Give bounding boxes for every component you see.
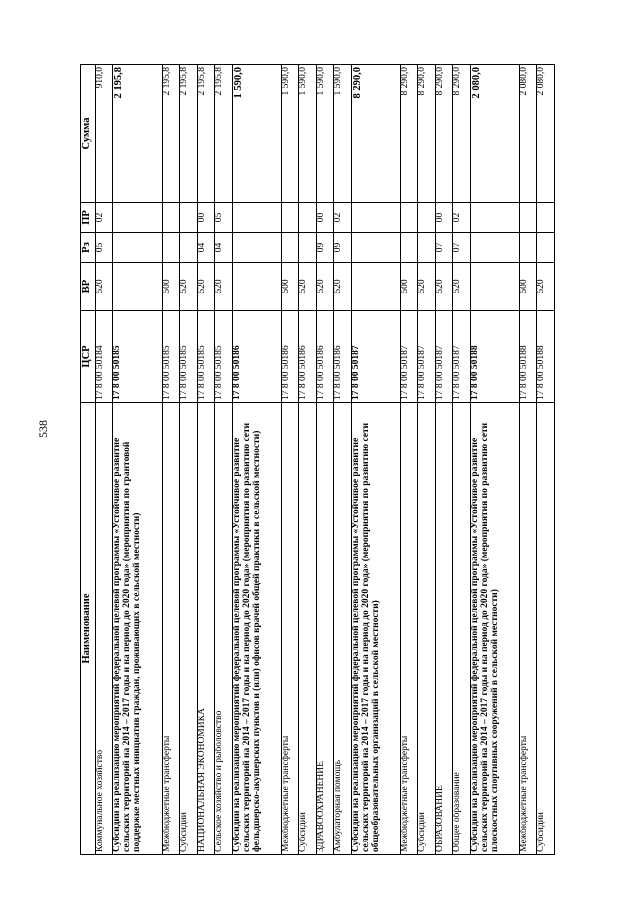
cell-pr [537, 203, 555, 233]
column-header-csr: ЦСР [81, 311, 96, 403]
cell-name: Субсидии на реализацию мероприятий федеральной целевой программы «Устойчивое развитие сельских территорий на 2014 – 2017 годы и на период до 2020 года» (мероприятия по развитию сети общеобразовательных организаций в сельской местности) [351, 403, 400, 855]
table-row [351, 65, 400, 855]
cell-rz [400, 233, 417, 263]
cell-csr: 17 8 00 50185 [215, 311, 232, 403]
cell-rz [519, 233, 536, 263]
cell-pr [232, 203, 281, 233]
cell-rz [281, 233, 298, 263]
table-row [418, 65, 435, 855]
cell-rz [537, 233, 555, 263]
cell-name: Субсидии на реализацию мероприятий федеральной целевой программы «Устойчивое развитие сельских территорий на 2014 – 2017 годы и на период до 2020 года» (мероприятия по грантовой поддержке местных инициатив граждан, проживающих в сельской местности) [113, 403, 162, 855]
cell-rz [418, 233, 435, 263]
cell-vr [351, 263, 400, 311]
cell-pr [519, 203, 536, 233]
column-header-vr: ВР [81, 263, 96, 311]
cell-name: Субсидии [299, 403, 316, 855]
cell-vr [232, 263, 281, 311]
cell-pr [299, 203, 316, 233]
cell-csr: 17 8 00 50186 [281, 311, 298, 403]
table-row [453, 65, 470, 855]
cell-name: ЗДРАВООХРАНЕНИЕ [316, 403, 333, 855]
cell-rz: 04 [197, 233, 214, 263]
cell-rz: 05 [96, 233, 113, 263]
cell-csr: 17 8 00 50185 [113, 311, 162, 403]
cell-pr: 02 [453, 203, 470, 233]
cell-csr: 17 8 00 50188 [519, 311, 536, 403]
cell-rz: 04 [215, 233, 232, 263]
table-row [180, 65, 197, 855]
cell-name: НАЦИОНАЛЬНАЯ ЭКОНОМИКА [197, 403, 214, 855]
table-row [519, 65, 536, 855]
table-row [162, 65, 179, 855]
cell-sum: 1 590,0 [281, 65, 298, 203]
cell-name: Межбюджетные трансферты [519, 403, 536, 855]
cell-pr [180, 203, 197, 233]
cell-rz: 09 [316, 233, 333, 263]
cell-sum: 2 080,0 [519, 65, 536, 203]
cell-pr: 00 [316, 203, 333, 233]
cell-name: Межбюджетные трансферты [400, 403, 417, 855]
cell-csr: 17 8 00 50188 [537, 311, 555, 403]
cell-name: ОБРАЗОВАНИЕ [435, 403, 452, 855]
cell-csr: 17 8 00 50187 [435, 311, 452, 403]
cell-sum: 2 195,8 [162, 65, 179, 203]
rotated-table-container [80, 65, 555, 855]
cell-sum: 8 290,0 [453, 65, 470, 203]
cell-csr: 17 8 00 50186 [316, 311, 333, 403]
cell-sum: 8 290,0 [435, 65, 452, 203]
cell-csr: 17 8 00 50187 [453, 311, 470, 403]
cell-vr: 520 [215, 263, 232, 311]
cell-pr [162, 203, 179, 233]
table-header-row [81, 65, 96, 855]
cell-csr: 17 8 00 50186 [334, 311, 351, 403]
cell-name: Общее образование [453, 403, 470, 855]
cell-vr: 500 [162, 263, 179, 311]
cell-rz: 09 [334, 233, 351, 263]
cell-vr: 520 [334, 263, 351, 311]
table-row [281, 65, 298, 855]
cell-csr: 17 8 00 50187 [400, 311, 417, 403]
table-row [316, 65, 333, 855]
cell-csr: 17 8 00 50187 [351, 311, 400, 403]
table-row [96, 65, 113, 855]
table-row [400, 65, 417, 855]
column-header-sum: Сумма [81, 65, 96, 203]
cell-sum: 2 080,0 [537, 65, 555, 203]
cell-vr: 500 [519, 263, 536, 311]
table-body [96, 65, 555, 855]
cell-rz [351, 233, 400, 263]
cell-sum: 2 195,8 [180, 65, 197, 203]
cell-rz: 07 [453, 233, 470, 263]
cell-vr: 520 [418, 263, 435, 311]
cell-vr: 520 [180, 263, 197, 311]
cell-name: Субсидии на реализацию мероприятий федеральной целевой программы «Устойчивое развитие сельских территорий на 2014 – 2017 годы и на период до 2020 года» (мероприятия по развитию сети фельдшерско-акушерских пунктов и (или) офисов врачей общей практики в сельской местности) [232, 403, 281, 855]
table-row [215, 65, 232, 855]
cell-vr: 520 [299, 263, 316, 311]
table-row [470, 65, 519, 855]
cell-name: Межбюджетные трансферты [162, 403, 179, 855]
cell-vr: 520 [453, 263, 470, 311]
cell-vr: 520 [316, 263, 333, 311]
table-row [197, 65, 214, 855]
cell-vr: 520 [435, 263, 452, 311]
cell-name: Субсидии [418, 403, 435, 855]
cell-rz [162, 233, 179, 263]
cell-pr [351, 203, 400, 233]
cell-pr [418, 203, 435, 233]
cell-vr: 500 [400, 263, 417, 311]
cell-rz [113, 233, 162, 263]
cell-csr: 17 8 00 50185 [162, 311, 179, 403]
cell-sum: 2 195,8 [113, 65, 162, 203]
cell-vr: 500 [281, 263, 298, 311]
table-row [537, 65, 555, 855]
cell-sum: 8 290,0 [418, 65, 435, 203]
cell-sum: 1 590,0 [316, 65, 333, 203]
cell-sum: 2 080,0 [470, 65, 519, 203]
cell-sum: 2 195,8 [215, 65, 232, 203]
budget-table [80, 64, 555, 855]
cell-sum: 8 290,0 [400, 65, 417, 203]
cell-rz [470, 233, 519, 263]
cell-name: Субсидии [537, 403, 555, 855]
cell-pr [281, 203, 298, 233]
cell-csr: 17 8 00 50186 [232, 311, 281, 403]
cell-sum: 910,0 [96, 65, 113, 203]
cell-sum: 1 590,0 [232, 65, 281, 203]
cell-name: Коммунальное хозяйство [96, 403, 113, 855]
cell-sum: 1 590,0 [299, 65, 316, 203]
cell-name: Сельское хозяйство и рыболовство [215, 403, 232, 855]
cell-vr: 520 [96, 263, 113, 311]
cell-vr: 520 [197, 263, 214, 311]
cell-pr: 00 [197, 203, 214, 233]
cell-csr: 17 8 00 50184 [96, 311, 113, 403]
cell-vr: 520 [537, 263, 555, 311]
column-header-name: Наименование [81, 403, 96, 855]
cell-name: Амбулаторная помощь [334, 403, 351, 855]
cell-name: Субсидии на реализацию мероприятий федеральной целевой программы «Устойчивое развитие сельских территорий на 2014 – 2017 годы и на период до 2020 года» (мероприятия по развитию сети плоскостных спортивных сооружений в сельской местности) [470, 403, 519, 855]
cell-csr: 17 8 00 50185 [197, 311, 214, 403]
page-number: 538 [36, 420, 50, 438]
cell-rz [299, 233, 316, 263]
cell-pr: 02 [334, 203, 351, 233]
cell-pr: 05 [215, 203, 232, 233]
cell-name: Межбюджетные трансферты [281, 403, 298, 855]
cell-pr [113, 203, 162, 233]
cell-vr [470, 263, 519, 311]
cell-rz [232, 233, 281, 263]
cell-name: Субсидии [180, 403, 197, 855]
table-row [299, 65, 316, 855]
cell-rz [180, 233, 197, 263]
column-header-pr: ПР [81, 203, 96, 233]
cell-sum: 1 590,0 [334, 65, 351, 203]
cell-sum: 8 290,0 [351, 65, 400, 203]
cell-pr [400, 203, 417, 233]
table-row [435, 65, 452, 855]
cell-pr: 00 [435, 203, 452, 233]
cell-csr: 17 8 00 50185 [180, 311, 197, 403]
cell-pr: 02 [96, 203, 113, 233]
cell-csr: 17 8 00 50187 [418, 311, 435, 403]
cell-csr: 17 8 00 50188 [470, 311, 519, 403]
column-header-rz: Рз [81, 233, 96, 263]
cell-sum: 2 195,8 [197, 65, 214, 203]
cell-vr [113, 263, 162, 311]
table-row [232, 65, 281, 855]
table-row [113, 65, 162, 855]
table-row [334, 65, 351, 855]
cell-pr [470, 203, 519, 233]
cell-csr: 17 8 00 50186 [299, 311, 316, 403]
cell-rz: 07 [435, 233, 452, 263]
